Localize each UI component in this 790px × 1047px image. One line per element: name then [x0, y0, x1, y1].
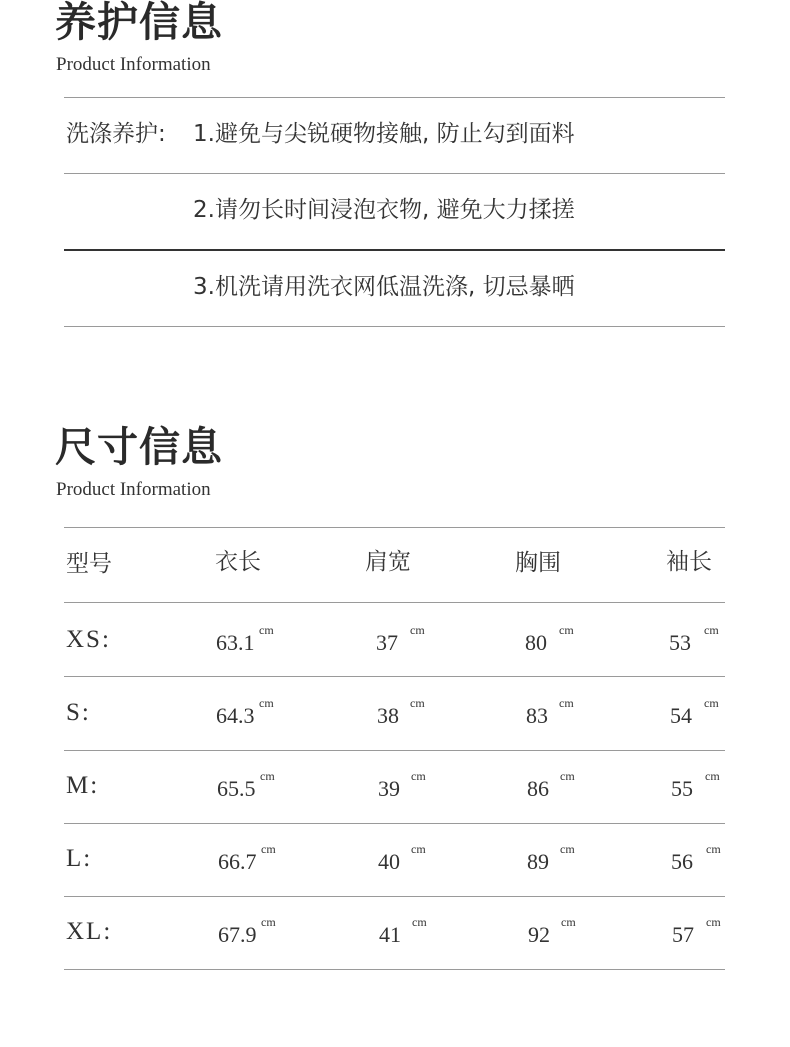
row-shoulder: 40	[378, 849, 400, 874]
unit-label: cm	[259, 696, 274, 710]
row-sleeve: 55	[671, 776, 693, 801]
row-sleeve: 56	[671, 849, 693, 874]
unit-label: cm	[411, 842, 426, 856]
row-length: 64.3	[216, 703, 255, 728]
row-divider	[64, 823, 725, 824]
row-divider	[64, 676, 725, 677]
header-length: 衣长	[215, 549, 261, 575]
row-length: 63.1	[216, 630, 255, 655]
row-divider	[64, 750, 725, 751]
unit-label: cm	[260, 769, 275, 783]
row-size: S:	[66, 699, 91, 726]
unit-label: cm	[410, 623, 425, 637]
header-shoulder: 肩宽	[365, 549, 411, 575]
unit-label: cm	[411, 769, 426, 783]
care-title: 养护信息	[55, 0, 223, 46]
care-divider-dark	[64, 249, 725, 251]
unit-label: cm	[261, 915, 276, 929]
unit-label: cm	[410, 696, 425, 710]
care-divider-bottom	[64, 326, 725, 327]
row-sleeve: 53	[669, 630, 691, 655]
header-sleeve: 袖长	[666, 549, 712, 575]
unit-label: cm	[559, 696, 574, 710]
size-title: 尺寸信息	[55, 423, 223, 471]
row-sleeve: 57	[672, 922, 694, 947]
unit-label: cm	[560, 842, 575, 856]
row-chest: 92	[528, 922, 550, 947]
row-length: 65.5	[217, 776, 256, 801]
row-shoulder: 37	[376, 630, 398, 655]
unit-label: cm	[261, 842, 276, 856]
row-shoulder: 38	[377, 703, 399, 728]
care-divider	[64, 173, 725, 174]
row-size: XS:	[66, 626, 111, 653]
row-chest: 80	[525, 630, 547, 655]
row-length: 66.7	[218, 849, 257, 874]
unit-label: cm	[705, 769, 720, 783]
unit-label: cm	[559, 623, 574, 637]
row-divider	[64, 896, 725, 897]
row-size: M:	[66, 772, 100, 799]
care-item-2: 2.请勿长时间浸泡衣物, 避免大力揉搓	[193, 197, 575, 223]
care-subtitle: Product Information	[56, 54, 211, 75]
size-subtitle: Product Information	[56, 479, 211, 500]
row-size: XL:	[66, 918, 113, 945]
unit-label: cm	[704, 623, 719, 637]
row-chest: 89	[527, 849, 549, 874]
unit-label: cm	[706, 842, 721, 856]
row-chest: 86	[527, 776, 549, 801]
row-chest: 83	[526, 703, 548, 728]
row-shoulder: 41	[379, 922, 401, 947]
unit-label: cm	[704, 696, 719, 710]
care-divider-top	[64, 97, 725, 98]
care-item-3: 3.机洗请用洗衣网低温洗涤, 切忌暴晒	[193, 274, 575, 300]
header-chest: 胸围	[515, 550, 561, 576]
size-table-top-rule	[64, 527, 725, 528]
unit-label: cm	[259, 623, 274, 637]
row-length: 67.9	[218, 922, 257, 947]
care-label: 洗涤养护:	[66, 121, 166, 147]
unit-label: cm	[706, 915, 721, 929]
row-shoulder: 39	[378, 776, 400, 801]
care-item-1: 1.避免与尖锐硬物接触, 防止勾到面料	[193, 121, 575, 147]
row-size: L:	[66, 845, 93, 872]
header-divider	[64, 602, 725, 603]
size-table-bottom-rule	[64, 969, 725, 970]
unit-label: cm	[561, 915, 576, 929]
unit-label: cm	[412, 915, 427, 929]
row-sleeve: 54	[670, 703, 692, 728]
header-size: 型号	[66, 551, 112, 577]
unit-label: cm	[560, 769, 575, 783]
